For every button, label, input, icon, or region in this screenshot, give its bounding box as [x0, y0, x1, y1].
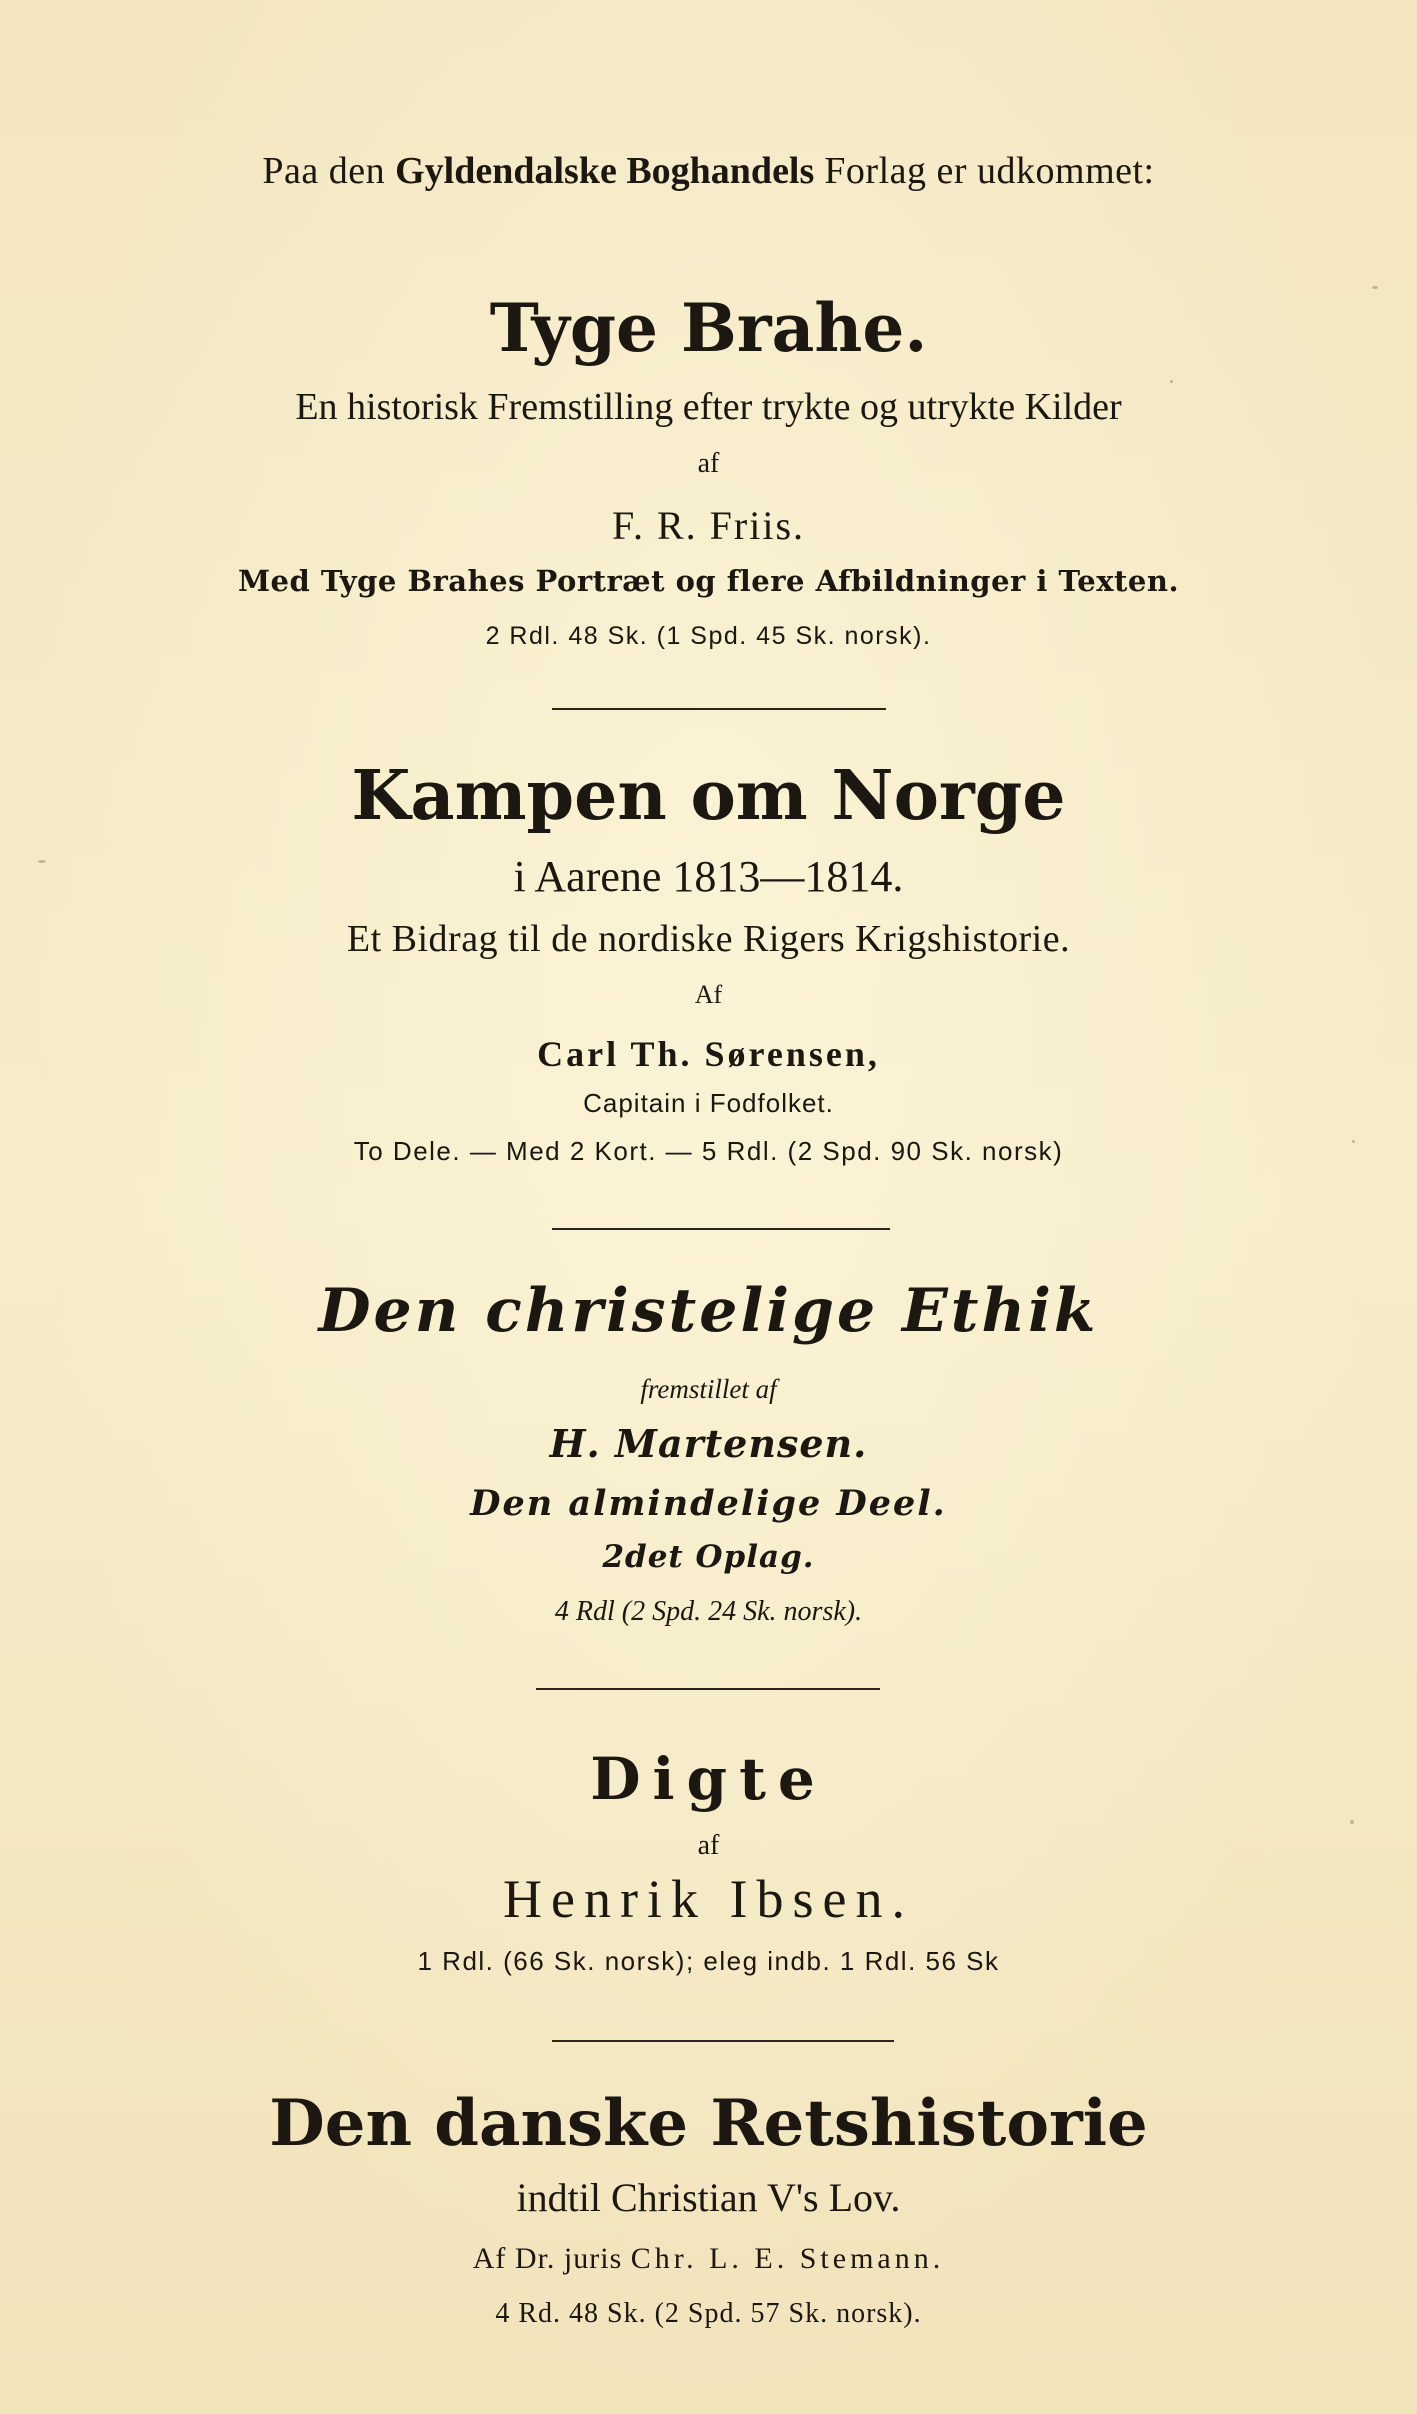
book-1-author: F. R. Friis.	[611, 503, 806, 548]
book-1-subtitle: En historisk Fremstilling efter trykte og utrykte Kilder	[295, 386, 1122, 428]
book-2-author: Carl Th. Sørensen,	[537, 1034, 880, 1074]
book-3-part: Den almindelige Deel.	[470, 1483, 947, 1524]
book-5-author: Chr. L. E. Stemann.	[630, 2242, 945, 2275]
book-5-price: 4 Rd. 48 Sk. (2 Spd. 57 Sk. norsk).	[495, 2298, 922, 2329]
book-2-price: To Dele. — Med 2 Kort. — 5 Rdl. (2 Spd. 90 Sk. norsk)	[353, 1136, 1064, 1166]
book-5-subtitle: indtil Christian V's Lov.	[516, 2175, 901, 2220]
book-4-by: af	[697, 1830, 720, 1861]
divider-rule	[552, 708, 886, 710]
book-4-price: 1 Rdl. (66 Sk. norsk); eleg indb. 1 Rdl. 56 Sk	[417, 1946, 1000, 1976]
paper-speck	[1170, 380, 1173, 383]
divider-rule	[552, 2040, 894, 2042]
divider-rule	[536, 1688, 880, 1690]
book-3-by: fremstillet af	[640, 1374, 777, 1404]
book-3-author: H. Martensen.	[549, 1421, 868, 1466]
paper-speck	[1350, 1820, 1354, 1824]
header-prefix: Paa den	[262, 150, 386, 192]
book-3-price: 4 Rdl (2 Spd. 24 Sk. norsk).	[554, 1596, 863, 1627]
divider-rule	[552, 1228, 890, 1230]
book-2-title: Kampen om Norge	[351, 756, 1066, 836]
book-2-by: Af	[694, 980, 723, 1009]
book-1-by: af	[697, 448, 720, 479]
book-5-title: Den danske Retshistorie	[269, 2086, 1148, 2161]
book-2-subtitle: i Aarene 1813—1814.	[513, 852, 904, 901]
book-2-author-title: Capitain i Fodfolket.	[583, 1088, 834, 1118]
book-5-author-line	[0, 2244, 1417, 2274]
header-publisher: Gyldendalske Boghandels	[395, 150, 815, 192]
book-3-title: Den christelige Ethik	[318, 1276, 1099, 1346]
book-4-author: Henrik Ibsen.	[503, 1869, 914, 1929]
paper-speck	[1372, 286, 1378, 289]
header-suffix: Forlag er udkommet:	[824, 150, 1155, 192]
book-5-author-prefix: Dr. juris	[514, 2242, 623, 2275]
publisher-header	[0, 152, 1417, 190]
book-3-edition: 2det Oplag.	[602, 1539, 815, 1575]
book-4-title: Digte	[590, 1745, 827, 1813]
book-1-note: Med Tyge Brahes Portræt og flere Afbildninger i Texten.	[237, 564, 1180, 598]
book-2-note: Et Bidrag til de nordiske Rigers Krigshistorie.	[346, 918, 1071, 960]
book-1-price: 2 Rdl. 48 Sk. (1 Spd. 45 Sk. norsk).	[485, 622, 932, 650]
book-5-by: Af	[472, 2242, 507, 2275]
book-1-title: Tyge Brahe.	[489, 289, 928, 367]
